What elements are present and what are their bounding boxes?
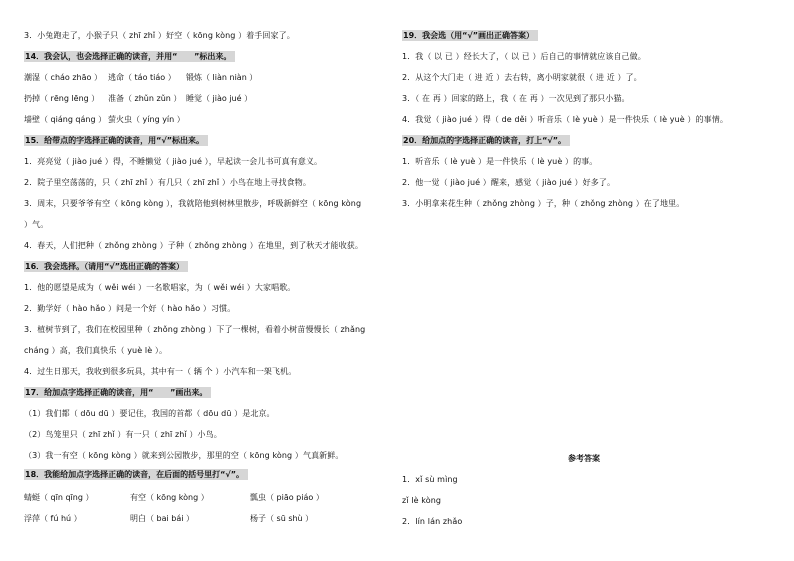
q19-item: 4．我觉（ jiào jué ）得（ de děi ）听音乐（ lè yuè ）是一件快乐（ lè yuè ）的事情。 <box>402 115 728 124</box>
q16-heading: 16．我会选择。（请用“√”选出正确的答案） <box>24 261 188 272</box>
q15-item: 2．院子里空荡荡的，只（ zhī zhǐ ）有几只（ zhī zhǐ ）小鸟在地上寻找食物。 <box>24 178 311 187</box>
answer-line: 1．xǐ sù mìng <box>402 475 458 484</box>
q20-heading: 20．给加点的字选择正确的读音，打上“√”。 <box>402 135 570 146</box>
q16-item: 1．他的愿望是成为（ wěi wéi ）一名歌唱家，为（ wěi wéi ）大家唱歌。 <box>24 283 296 292</box>
answer-line: 2．lín lán zhǎo <box>402 517 463 526</box>
q18-cell: 瓢虫（ piāo piáo ） <box>250 493 324 502</box>
q14-cell: 扔掉（ rēng lēng ） <box>24 94 100 103</box>
q14-cell: 萤火虫（ yíng yín ） <box>108 115 185 124</box>
answer-line: zǐ lè kòng <box>402 496 442 505</box>
q14-cell: 潮湿（ cháo zhāo ） <box>24 73 102 82</box>
q17-heading: 17．给加点字选择正确的读音，用“ ”画出来。 <box>24 387 211 398</box>
q13-item-3: 3．小兔跑走了，小猴子只（ zhī zhǐ ）好空（ kōng kòng ）着手回家了。 <box>24 31 295 40</box>
q18-heading: 18．我能给加点字选择正确的读音，在后面的括号里打“√”。 <box>24 469 248 480</box>
q16-item: 2．勤学好（ hào hǎo ）问是一个好（ hào hǎo ）习惯。 <box>24 304 236 313</box>
q14-cell: 锻炼（ liàn niàn ） <box>186 73 258 82</box>
q19-item: 3．（ 在 再 ）回家的路上，我（ 在 再 ）一次见到了那只小猫。 <box>402 94 630 103</box>
q16-item: 4．过生日那天，我收到很多玩具，其中有一（ 辆 个 ）小汽车和一架飞机。 <box>24 367 297 376</box>
q17-item: （3）我一有空（ kōng kòng ）就来到公园散步，那里的空（ kōng kòng ）气真新鲜。 <box>24 451 344 460</box>
q15-item: ）气。 <box>24 220 49 229</box>
q15-heading: 15．给带点的字选择正确的读音，用“√”标出来。 <box>24 135 208 146</box>
q17-item: （1）我们都（ dōu dū ）要记住，我国的首都（ dōu dū ）是北京。 <box>24 409 275 418</box>
q14-cell: 墙壁（ qiáng qáng ） <box>24 115 107 124</box>
q16-item: 3．植树节到了，我们在校园里种（ zhǒng zhòng ）下了一棵树，看着小树苗慢慢长（ zhǎng <box>24 325 366 334</box>
q20-item: 3．小明拿来花生种（ zhǒng zhòng ）子，种（ zhǒng zhòng ）在了地里。 <box>402 199 685 208</box>
q18-cell: 杨子（ sū shù ） <box>250 514 314 523</box>
q17-item: （2）鸟笼里只（ zhī zhǐ ）有一只（ zhī zhǐ ）小鸟。 <box>24 430 222 439</box>
q15-item: 4．春天，人们把种（ zhǒng zhòng ）子种（ zhǒng zhòng ）在地里，到了秋天才能收获。 <box>24 241 363 250</box>
answers-title: 参考答案 <box>568 454 600 463</box>
q19-item: 2．从这个大门走（ 进 近 ）去右转，离小明家就很（ 进 近 ）了。 <box>402 73 642 82</box>
q16-item: cháng ）高，我们真快乐（ yuè lè ）。 <box>24 346 168 355</box>
q14-heading: 14．我会认，也会选择正确的读音，并用“ ”标出来。 <box>24 51 235 62</box>
q18-cell: 有空（ kōng kòng ） <box>130 493 209 502</box>
q18-cell: 蜻蜓（ qīn qīng ） <box>24 493 94 502</box>
q15-item: 1．亮亮觉（ jiào jué ）得，不睡懒觉（ jiào jué ），早起读一会儿书可真有意义。 <box>24 157 323 166</box>
q20-item: 2．他一觉（ jiào jué ）醒来，感觉（ jiào jué ）好多了。 <box>402 178 616 187</box>
q14-cell: 逃命（ táo tiáo ） <box>108 73 176 82</box>
q15-item: 3．周末，只要爷爷有空（ kōng kòng ），我就陪他到树林里散步，呼吸新鲜空（ kōng kòng <box>24 199 362 208</box>
q19-item: 1．我（ 以 已 ）经长大了，（ 以 已 ）后自己的事情就应该自己做。 <box>402 52 646 61</box>
q14-cell: 准备（ zhǔn zǔn ） <box>108 94 182 103</box>
q19-heading: 19．我会选（用“√”画出正确答案） <box>402 30 538 41</box>
q18-cell: 明白（ bai bái ） <box>130 514 195 523</box>
q18-cell: 浮萍（ fú hú ） <box>24 514 82 523</box>
q20-item: 1．听音乐（ lè yuè ）是一件快乐（ lè yuè ）的事。 <box>402 157 598 166</box>
q14-cell: 睡觉（ jiào jué ） <box>186 94 253 103</box>
